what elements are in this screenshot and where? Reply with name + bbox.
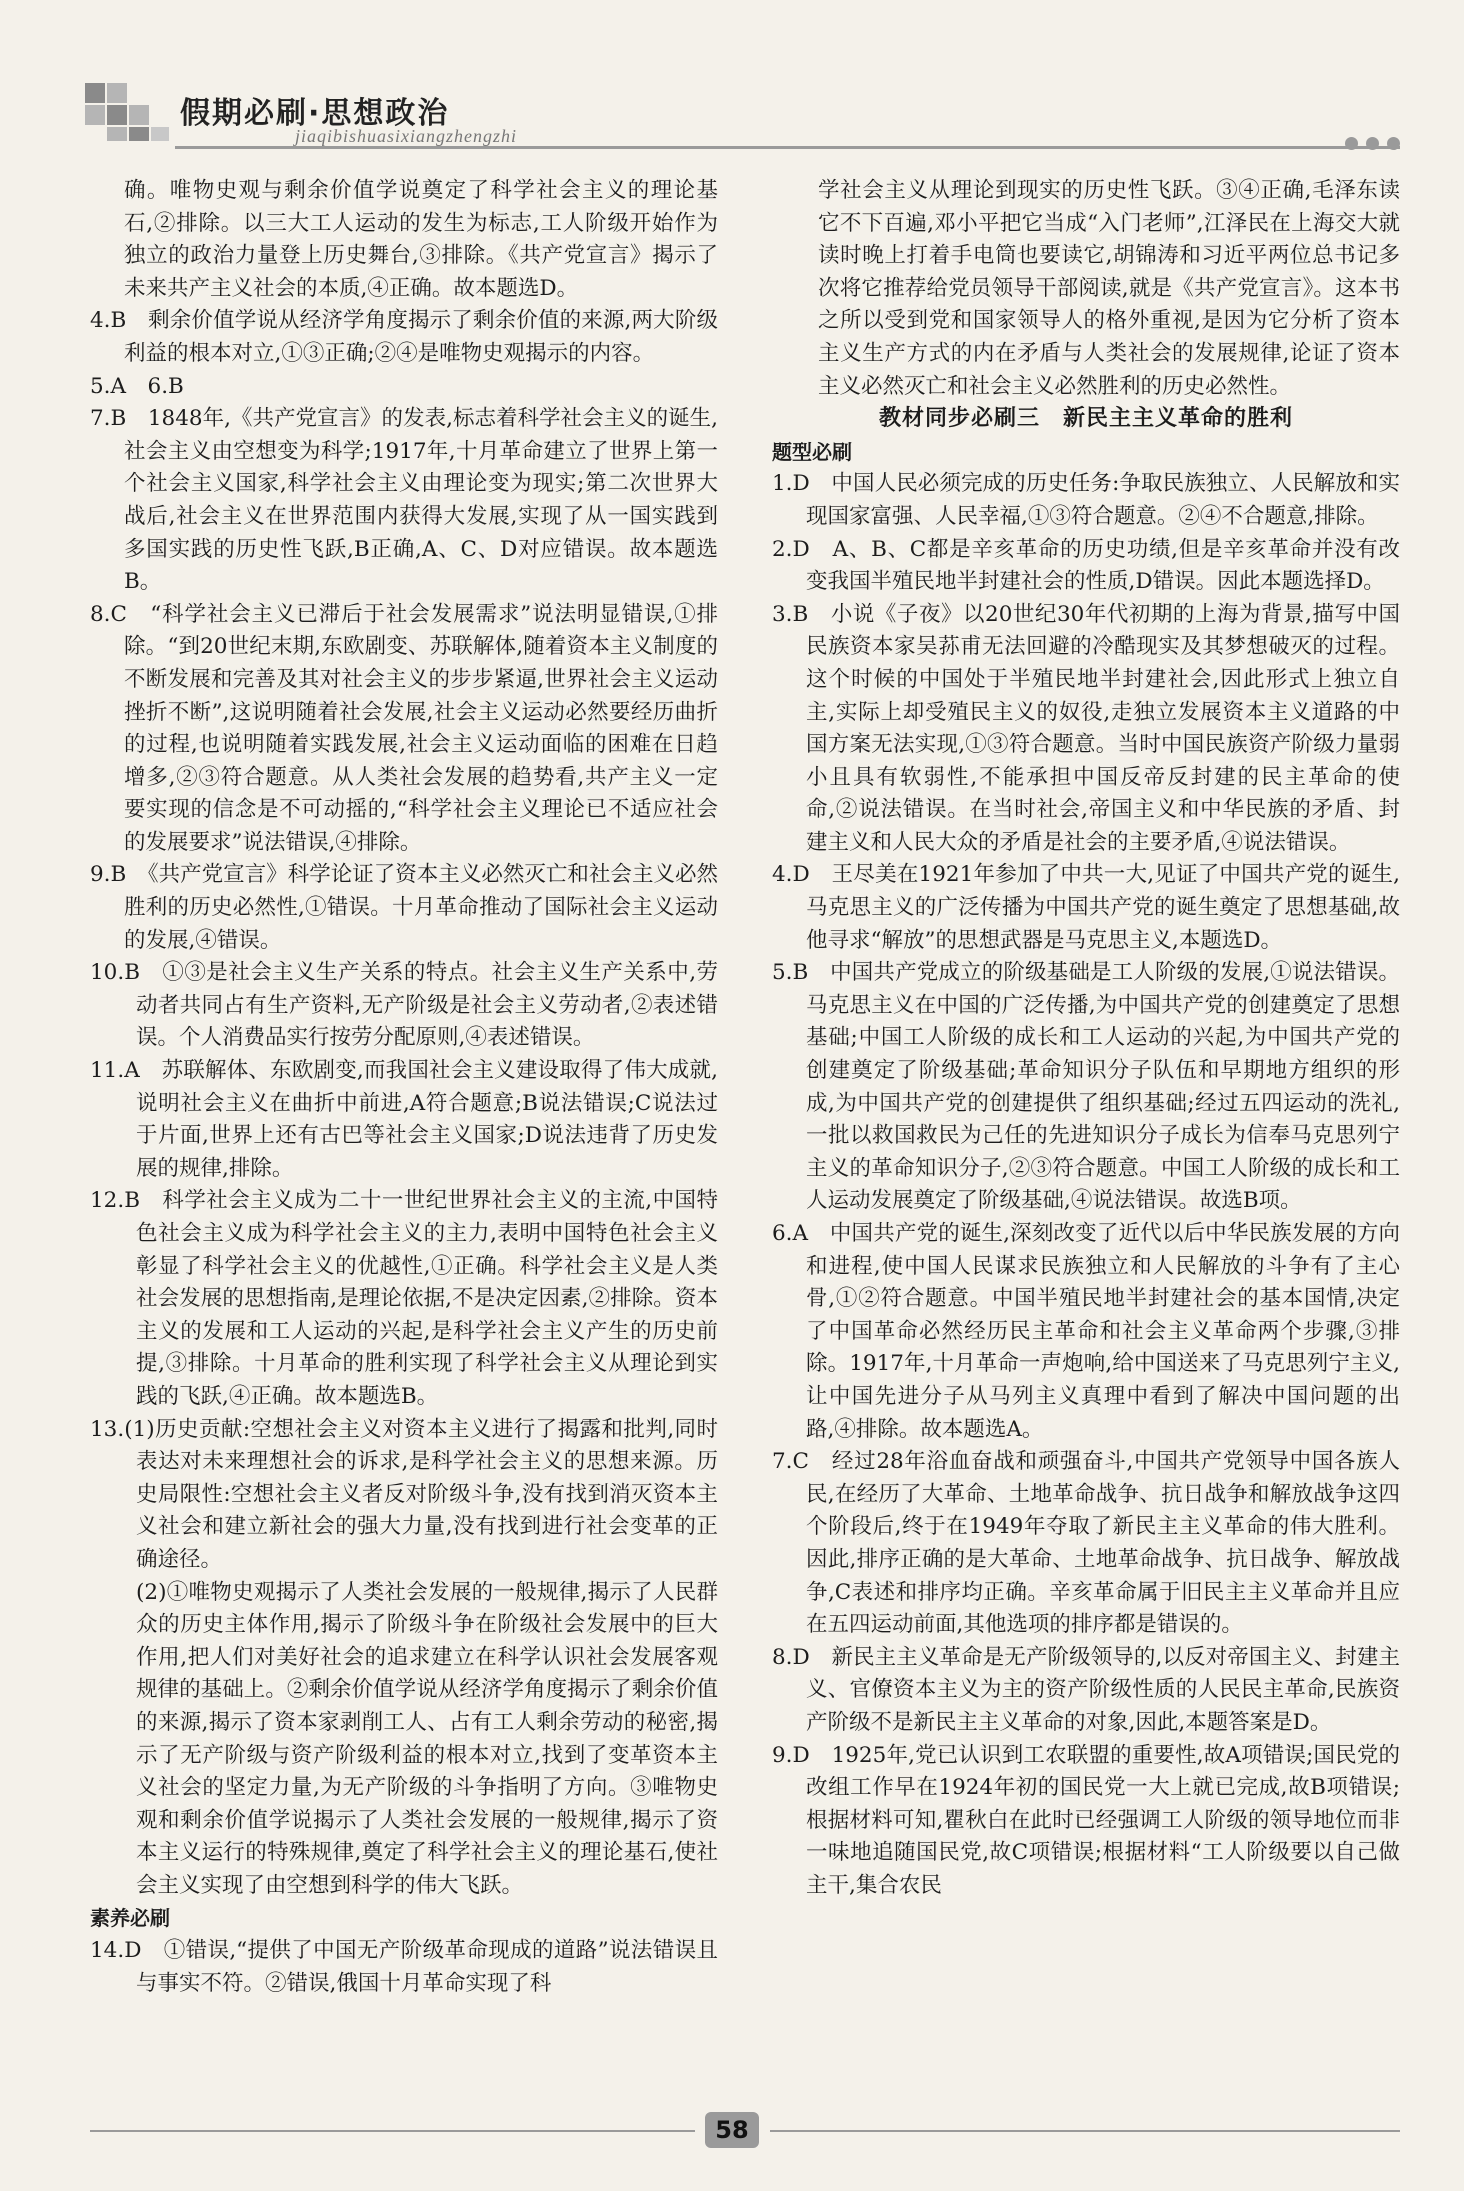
answer-7: 7.B 1848年,《共产党宣言》的发表,标志着科学社会主义的诞生,社会主义由空想变为科学;1917年,十月革命建立了世界上第一个社会主义国家,科学社会主义由理论变为现实;第二次世界大战后,社会主义在世界范围内获得大发展,实现了从一国实践到多国实践的历史性飞跃,B正确,A、C、D对应错误。故本题选B。 [90,406,718,595]
section-label-literacy: 素养必刷 [90,1906,170,1931]
footer-divider-right [770,2130,1400,2132]
header-divider [175,146,1400,149]
answer-r2: 2.D A、B、C都是辛亥革命的历史功绩,但是辛亥革命并没有改变我国半殖民地半封建社会的性质,D错误。因此本题选择D。 [772,536,1400,595]
answer-r8: 8.D 新民主主义革命是无产阶级领导的,以反对帝国主义、封建主义、官僚资本主义为主的资产阶级性质的人民民主革命,民族资产阶级不是新民主主义革命的对象,因此,本题答案是D。 [772,1644,1400,1735]
footer-divider-left [90,2130,695,2132]
answer-r7: 7.C 经过28年浴血奋战和顽强奋斗,中国共产党领导中国各族人民,在经历了大革命、土地革命战争、抗日战争和解放战争这四个阶段后,终于在1949年夺取了新民主主义革命的伟大胜利。因此,排序正确的是大革命、土地革命战争、抗日战争、解放战争,C表述和排序均正确。辛亥革命属于旧民主主义革命并且应在五四运动前面,其他选项的排序都是错误的。 [772,1449,1400,1638]
book-title: 假期必刷·思想政治 [180,96,450,131]
answer-5-6: 5.A 6.B [90,373,184,399]
right-column [772,175,1400,1902]
answer-13-part2: (2)①唯物史观揭示了人类社会发展的一般规律,揭示了人民群众的历史主体作用,揭示了阶级斗争在阶级社会发展中的巨大作用,把人们对美好社会的追求建立在科学认识社会发展客观规律的基础上。②剩余价值学说从经济学角度揭示了剩余价值的来源,揭示了资本家剥削工人、占有工人剩余劳动的秘密,揭示了无产阶级与资产阶级利益的根本对立,找到了变革资本主义社会的坚定力量,为无产阶级的斗争指明了方向。③唯物史观和剩余价值学说揭示了人类社会发展的一般规律,揭示了资本主义运行的特殊规律,奠定了科学社会主义的理论基石,使社会主义实现了由空想到科学的伟大飞跃。 [136,1579,718,1898]
answer-r9: 9.D 1925年,党已认识到工农联盟的重要性,故A项错误;国民党的改组工作早在1924年初的国民党一大上就已完成,故B项错误;根据材料可知,瞿秋白在此时已经强调工人阶级的领导地位而非一味地追随国民党,故C项错误;根据材料“工人阶级要以自己做主干,集合农民 [772,1742,1400,1898]
logo-blocks-icon [85,83,170,143]
book-title-pinyin: jiaqibishuasixiangzhengzhi [295,126,518,146]
answer-13-part1: 13.(1)历史贡献:空想社会主义对资本主义进行了揭露和批判,同时表达对未来理想社会的诉求,是科学社会主义的思想来源。历史局限性:空想社会主义者反对阶级斗争,没有找到消灭资本主义社会和建立新社会的强大力量,没有找到进行社会变革的正确途径。 [90,1416,718,1572]
answer-r3: 3.B 小说《子夜》以20世纪30年代初期的上海为背景,描写中国民族资本家吴荪甫无法回避的冷酷现实及其梦想破灭的过程。这个时候的中国处于半殖民地半封建社会,因此形式上独立自主,实际上却受殖民主义的奴役,走独立发展资本主义道路的中国方案无法实现,①③符合题意。当时中国民族资产阶级力量弱小且具有软弱性,不能承担中国反帝反封建的民主革命的使命,②说法错误。在当时社会,帝国主义和中华民族的矛盾、封建主义和人民大众的矛盾是社会的主要矛盾,④说法错误。 [772,601,1400,855]
answer-10: 10.B ①③是社会主义生产关系的特点。社会主义生产关系中,劳动者共同占有生产资料,无产阶级是社会主义劳动者,②表述错误。个人消费品实行按劳分配原则,④表述错误。 [90,960,718,1051]
answer-r6: 6.A 中国共产党的诞生,深刻改变了近代以后中华民族发展的方向和进程,使中国人民谋求民族独立和人民解放的斗争有了主心骨,①②符合题意。中国半殖民地半封建社会的基本国情,决定了中国革命必然经历民主革命和社会主义革命两个步骤,③排除。1917年,十月革命一声炮响,给中国送来了马克思列宁主义,让中国先进分子从马列主义真理中看到了解决中国问题的出路,④排除。故本题选A。 [772,1221,1400,1442]
answer-9: 9.B 《共产党宣言》科学论证了资本主义必然灭亡和社会主义必然胜利的历史必然性,①错误。十月革命推动了国际社会主义运动的发展,④错误。 [90,862,718,953]
answer-r4: 4.D 王尽美在1921年参加了中共一大,见证了中国共产党的诞生,马克思主义的广泛传播为中国共产党的诞生奠定了思想基础,故他寻求“解放”的思想武器是马克思主义,本题选D。 [772,862,1400,953]
answer-14-continued: 学社会主义从理论到现实的历史性飞跃。③④正确,毛泽东读它不下百遍,邓小平把它当成“入门老师”,江泽民在上海交大就读时晚上打着手电筒也要读它,胡锦涛和习近平两位总书记多次将它推荐给党员领导干部阅读,就是《共产党宣言》。这本书之所以受到党和国家领导人的格外重视,是因为它分析了资本主义生产方式的内在矛盾与人类社会的发展规律,论证了资本主义必然灭亡和社会主义必然胜利的历史必然性。 [818,178,1400,399]
section-title: 教材同步必刷三 新民主主义革命的胜利 [878,406,1293,432]
answer-14: 14.D ①错误,“提供了中国无产阶级革命现成的道路”说法错误且与事实不符。②错误,俄国十月革命实现了科 [90,1938,718,1996]
answer-12: 12.B 科学社会主义成为二十一世纪世界社会主义的主流,中国特色社会主义成为科学社会主义的主力,表明中国特色社会主义彰显了科学社会主义的优越性,①正确。科学社会主义是人类社会发展的思想指南,是理论依据,不是决定因素,②排除。资本主义的发展和工人运动的兴起,是科学社会主义产生的历史前提,③排除。十月革命的胜利实现了科学社会主义从理论到实践的飞跃,④正确。故本题选B。 [90,1188,718,1409]
section-label-question-types: 题型必刷 [772,439,852,464]
answer-8: 8.C “科学社会主义已滞后于社会发展需求”说法明显错误,①排除。“到20世纪末期,东欧剧变、苏联解体,随着资本主义制度的不断发展和完善及其对社会主义的步步紧逼,世界社会主义运动挫折不断”,这说明随着社会发展,社会主义运动必然要经历曲折的过程,也说明随着实践发展,社会主义运动面临的困难在日趋增多,②③符合题意。从人类社会发展的趋势看,共产主义一定要实现的信念是不可动摇的,“科学社会主义理论已不适应社会的发展要求”说法错误,④排除。 [90,601,718,855]
left-column [90,175,718,2000]
answer-r5: 5.B 中国共产党成立的阶级基础是工人阶级的发展,①说法错误。马克思主义在中国的广泛传播,为中国共产党的创建奠定了思想基础;中国工人阶级的成长和工人运动的兴起,为中国共产党的创建奠定了阶级基础;革命知识分子队伍和早期地方组织的形成,为中国共产党的创建提供了组织基础;经过五四运动的洗礼,一批以救国救民为己任的先进知识分子成长为信奉马克思列宁主义的革命知识分子,②③符合题意。中国工人阶级的成长和工人运动发展奠定了阶级基础,④说法错误。故选B项。 [772,960,1400,1214]
header-dots-icon [1337,135,1400,154]
page-header [85,78,1400,158]
answer-11: 11.A 苏联解体、东欧剧变,而我国社会主义建设取得了伟大成就,说明社会主义在曲折中前进,A符合题意;B说法错误;C说法过于片面,世界上还有古巴等社会主义国家;D说法违背了历史发展的规律,排除。 [90,1058,718,1181]
answer-4: 4.B 剩余价值学说从经济学角度揭示了剩余价值的来源,两大阶级利益的根本对立,①③正确;②④是唯物史观揭示的内容。 [90,308,718,366]
answer-r1: 1.D 中国人民必须完成的历史任务:争取民族独立、人民解放和实现国家富强、人民幸福,①③符合题意。②④不合题意,排除。 [772,471,1400,529]
page-number: 58 [705,2112,759,2148]
answer-3-continued: 确。唯物史观与剩余价值学说奠定了科学社会主义的理论基石,②排除。以三大工人运动的发生为标志,工人阶级开始作为独立的政治力量登上历史舞台,③排除。《共产党宣言》揭示了未来共产主义社会的本质,④正确。故本题选D。 [124,178,718,301]
